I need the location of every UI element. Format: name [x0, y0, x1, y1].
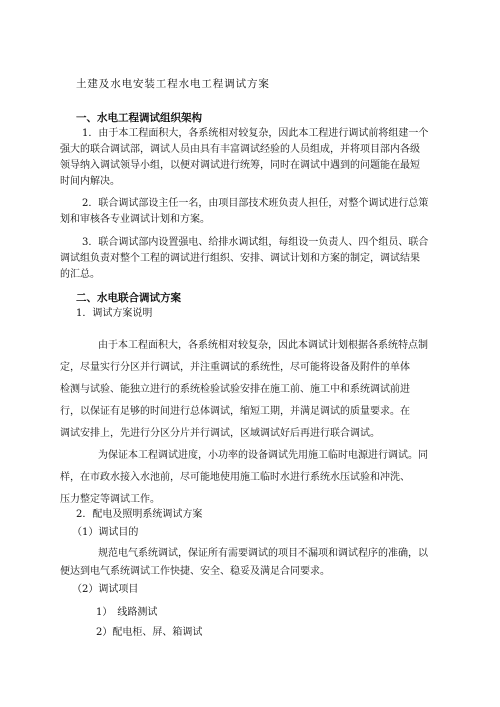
- section-2-sub2b: （2）调试项目: [72, 584, 139, 595]
- section-2-sub1: 1．调试方案说明: [76, 308, 153, 319]
- section-2-sub2a: （1）调试目的: [72, 527, 139, 538]
- section-2-para3-line: 便达到电气系统调试工作快捷、安全、稳妥及满足合同要求。: [60, 566, 330, 577]
- section-2-para2-line: 样，在市政水接入水池前，尽可能地使用施工临时水进行系统水压试验和冲洗、: [60, 472, 410, 483]
- list-item: 2）配电柜、屏、箱调试: [96, 627, 203, 638]
- section-2-para1-line: 由于本工程面积大，各系统相对较复杂，因此本调试计划根据各系统特点制: [98, 340, 428, 351]
- section-2-para1-line: 调试安排上，先进行分区分片并行调试，区域调试好后再进行联合调试。: [60, 428, 380, 439]
- section-1-p3-line: 3．联合调试部内设置强电、给排水调试组，每组设一负责人、四个组员、联合: [82, 237, 429, 248]
- section-1-p1-line: 强大的联合调试部，调试人员由具有丰富调试经验的人员组成，并将项目部内各级: [60, 144, 420, 155]
- document-title: 土建及水电安装工程水电工程调试方案: [76, 78, 270, 90]
- section-1-p1-line: 1．由于本工程面积大，各系统相对较复杂，因此本工程进行调试前将组建一个: [82, 128, 429, 139]
- section-1-p1-line: 时间内解决。: [60, 176, 120, 187]
- section-2-para1-line: 定，尽量实行分区并行调试，并注重调试的系统性，尽可能将设备及附件的单体: [60, 362, 410, 373]
- section-2-heading: 二、水电联合调试方案: [76, 292, 181, 304]
- section-1-p3-line: 的汇总。: [60, 269, 100, 280]
- section-1-p2-line: 2．联合调试部设主任一名，由项目部技术班负责人担任，对整个调试进行总策: [82, 198, 429, 209]
- section-2-para1-line: 行，以保证有足够的时间进行总体调试，缩短工期，并满足调试的质量要求。在: [60, 406, 410, 417]
- section-1-p2-line: 划和审核各专业调试计划和方案。: [60, 214, 210, 225]
- section-2-sub2: 2．配电及照明系统调试方案: [76, 509, 203, 520]
- section-1-p1-line: 领导纳入调试领导小组，以便对调试进行统筹，同时在调试中遇到的问题能在最短: [60, 160, 420, 171]
- section-1-p3-line: 调试组负责对整个工程的调试进行组织、安排、调试计划和方案的制定，调试结果: [60, 253, 420, 264]
- section-2-para3-line: 规范电气系统调试，保证所有需要调试的项目不漏项和调试程序的准确，以: [98, 548, 428, 559]
- section-1-heading: 一、水电工程调试组织架构: [76, 112, 202, 124]
- section-2-para2-line: 为保证本工程调试进度，小功率的设备调试先用施工临时电源进行调试。同: [98, 450, 428, 461]
- list-item: 1） 线路测试: [96, 607, 158, 618]
- section-2-para1-line: 检测与试验、能独立进行的系统检验试验安排在施工前、施工中和系统调试前进: [60, 384, 410, 395]
- section-2-para2-line: 压力整定等调试工作。: [60, 494, 160, 505]
